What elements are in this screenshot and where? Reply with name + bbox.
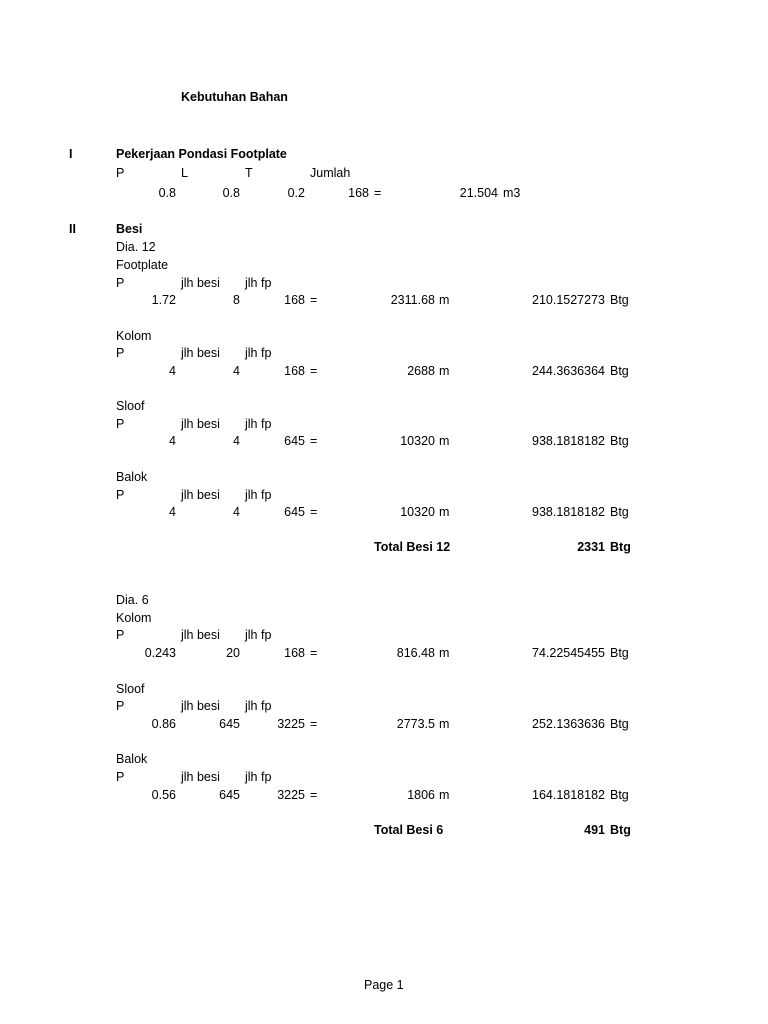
unit-m: m [439,788,450,802]
total-besi-12-label: Total Besi 12 [374,540,451,554]
header-t: T [245,166,253,180]
value-p: 4 [169,434,176,448]
value-length: 2311.68 [390,293,435,307]
unit-btg: Btg [610,788,629,802]
value-p: 4 [169,505,176,519]
header-p: P [116,166,125,180]
equals-sign: = [310,364,318,378]
value-p: 0.8 [158,186,176,200]
value-jlh-fp: 3225 [277,717,305,731]
value-btg: 164.1818182 [532,788,605,802]
unit-m: m [439,717,450,731]
value-jlh-besi: 4 [233,364,240,378]
value-btg: 244.3636364 [532,364,605,378]
section-2-heading: Besi [116,222,143,236]
header-jlh-fp: jlh fp [245,276,272,290]
unit-m: m [439,646,450,660]
unit-m: m [439,505,450,519]
value-jlh-fp: 168 [284,646,305,660]
value-jlh-fp: 168 [284,293,305,307]
value-jlh-besi: 4 [233,434,240,448]
unit-btg: Btg [610,434,629,448]
header-p: P [116,699,125,713]
dia-6-label: Dia. 6 [116,593,149,607]
header-jlh-besi: jlh besi [181,276,220,290]
value-jlh-besi: 645 [219,788,240,802]
header-jlh-besi: jlh besi [181,417,220,431]
value-l: 0.8 [222,186,240,200]
value-p: 0.243 [144,646,176,660]
total-besi-6-value: 491 [584,823,605,837]
header-p: P [116,346,125,360]
value-length: 10320 [400,434,435,448]
unit-btg: Btg [610,505,629,519]
total-besi-6-unit: Btg [610,823,631,837]
header-jlh-besi: jlh besi [181,770,220,784]
equals-sign: = [310,434,318,448]
item-name: Footplate [116,258,169,272]
header-jlh-fp: jlh fp [245,770,272,784]
header-p: P [116,276,125,290]
item-name: Sloof [116,682,145,696]
equals-sign: = [310,646,318,660]
header-p: P [116,770,125,784]
value-jlh-fp: 645 [284,505,305,519]
value-length: 1806 [407,788,435,802]
item-name: Sloof [116,399,145,413]
unit-m: m [439,293,450,307]
header-p: P [116,488,125,502]
page-number: Page 1 [364,978,404,992]
section-2-numeral: II [69,222,76,236]
page-title: Kebutuhan Bahan [181,90,288,104]
value-t: 0.2 [287,186,305,200]
value-length: 2773.5 [396,717,435,731]
value-result: 21.504 [459,186,498,200]
value-btg: 74.22545455 [532,646,605,660]
equals-sign: = [310,505,318,519]
item-name: Kolom [116,329,152,343]
unit-btg: Btg [610,364,629,378]
unit-btg: Btg [610,717,629,731]
dia-12-label: Dia. 12 [116,240,156,254]
value-jlh-fp: 3225 [277,788,305,802]
unit-m: m [439,364,450,378]
value-jlh-besi: 8 [233,293,240,307]
value-p: 0.86 [151,717,176,731]
header-jlh-fp: jlh fp [245,417,272,431]
total-besi-12-unit: Btg [610,540,631,554]
value-length: 816.48 [396,646,435,660]
header-jlh-besi: jlh besi [181,699,220,713]
value-p: 1.72 [151,293,176,307]
total-besi-6-label: Total Besi 6 [374,823,444,837]
value-jlh-fp: 168 [284,364,305,378]
equals-sign: = [310,788,318,802]
value-jlh-fp: 645 [284,434,305,448]
total-besi-12-value: 2331 [577,540,605,554]
value-btg: 210.1527273 [532,293,605,307]
item-name: Balok [116,752,148,766]
value-btg: 938.1818182 [532,505,605,519]
value-jlh-besi: 20 [226,646,240,660]
unit-btg: Btg [610,293,629,307]
value-btg: 938.1818182 [532,434,605,448]
equals-sign: = [310,717,318,731]
header-jlh-fp: jlh fp [245,346,272,360]
unit-m3: m3 [503,186,521,200]
header-jlh-fp: jlh fp [245,699,272,713]
item-name: Balok [116,470,148,484]
section-1-numeral: I [69,147,73,161]
value-p: 0.56 [151,788,176,802]
header-l: L [181,166,188,180]
value-jlh-besi: 4 [233,505,240,519]
unit-btg: Btg [610,646,629,660]
header-jlh-fp: jlh fp [245,488,272,502]
header-jlh-besi: jlh besi [181,346,220,360]
value-jumlah: 168 [348,186,369,200]
header-jlh-fp: jlh fp [245,628,272,642]
header-jlh-besi: jlh besi [181,488,220,502]
section-1-heading: Pekerjaan Pondasi Footplate [116,147,287,161]
header-jlh-besi: jlh besi [181,628,220,642]
value-jlh-besi: 645 [219,717,240,731]
item-name: Kolom [116,611,152,625]
equals-sign: = [310,293,318,307]
header-jumlah: Jumlah [310,166,351,180]
equals-sign: = [374,186,382,200]
unit-m: m [439,434,450,448]
value-length: 2688 [407,364,435,378]
value-length: 10320 [400,505,435,519]
header-p: P [116,417,125,431]
value-btg: 252.1363636 [532,717,605,731]
value-p: 4 [169,364,176,378]
header-p: P [116,628,125,642]
